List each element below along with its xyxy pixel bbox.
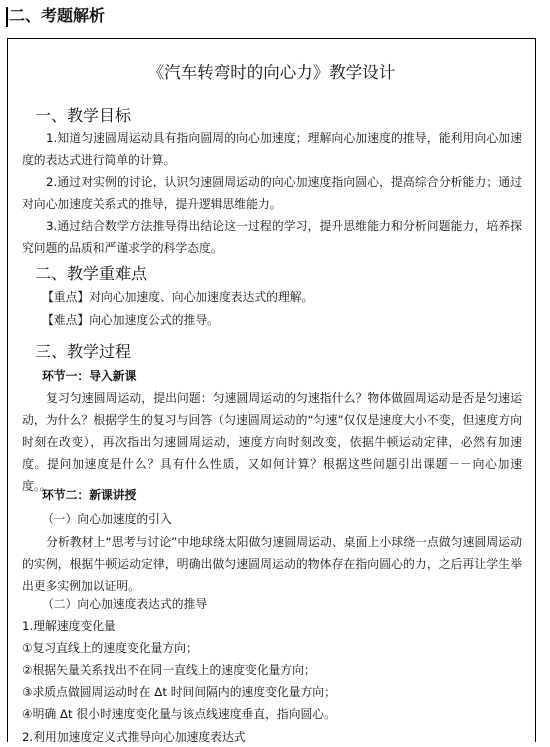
- list-item: ④明确 Δt 很小时速度变化量与该点线速度垂直，指向圆心。: [22, 707, 336, 721]
- step-2-heading: 环节二：新课讲授: [42, 488, 137, 502]
- step-1-paragraph: 复习匀速圆周运动，提出问题：匀速圆周运动的匀速指什么？物体做圆周运动是否是匀速运动，为什么？根据学生的复习与回答（匀速圆周运动的“匀速”仅仅是速度大小不变，但速度方向时刻在改变），再次指出匀速圆周运动，速度方向时刻改变，依据牛顿运动定律，必然有加速度。提问加速度是什么？具有什么性质，又如何计算？根据这些问题引出课题－－向心加速度。。: [22, 391, 522, 493]
- subsection-2-heading: （二）向心加速度表达式的推导: [42, 597, 208, 611]
- section-process-heading: 三、教学过程: [35, 342, 132, 361]
- section-keypoints-heading: 二、教学重难点: [35, 264, 148, 283]
- subsection-1-paragraph: 分析教材上“思考与讨论”中地球绕太阳做匀速圆周运动、桌面上小球绕一点做匀速圆周运动的实例，根据牛顿运动定律，明确出做匀速圆周运动的物体存在指向圆心的力，之后再让学生举出更多实例加以证明。: [22, 535, 522, 593]
- objective-1: 1.知道匀速圆周运动具有指向圆周的向心加速度；理解向心加速度的推导，能利用向心加速度的表达式进行简单的计算。: [22, 131, 522, 167]
- objective-3: 3.通过结合数学方法推导得出结论这一过程的学习，提升思维能力和分析问题能力，培养探究问题的品质和严谨求学的科学态度。: [22, 219, 522, 255]
- objective-2: 2.通过对实例的讨论，认识匀速圆周运动的向心加速度指向圆心，提高综合分析能力；通过对向心加速度关系式的推导，提升逻辑思维能力。: [22, 175, 522, 211]
- list-item: ②根据矢量关系找出不在同一直线上的速度变化量方向；: [22, 663, 316, 677]
- list-item: 2.利用加速度定义式推导向心加速度表达式: [22, 730, 246, 744]
- section-objectives-heading: 一、教学目标: [35, 106, 132, 125]
- section-heading-text: 二、考题解析: [9, 6, 106, 25]
- key-point: 【重点】对向心加速度、向心加速度表达式的理解。: [42, 290, 314, 304]
- difficult-point: 【难点】向心加速度公式的推导。: [42, 313, 219, 327]
- list-item: 1.理解速度变化量: [22, 619, 116, 633]
- subsection-1-heading: （一）向心加速度的引入: [42, 512, 172, 526]
- document-frame: [7, 38, 536, 742]
- document-title: 《汽车转弯时的向心力》教学设计: [147, 63, 396, 82]
- text-cursor: [6, 7, 8, 27]
- list-item: ③求质点做圆周运动时在 Δt 时间间隔内的速度变化量方向；: [22, 685, 336, 699]
- list-item: ①复习直线上的速度变化量方向；: [22, 641, 198, 655]
- section-heading: [6, 3, 105, 29]
- step-1-heading: 环节一：导入新课: [42, 369, 137, 383]
